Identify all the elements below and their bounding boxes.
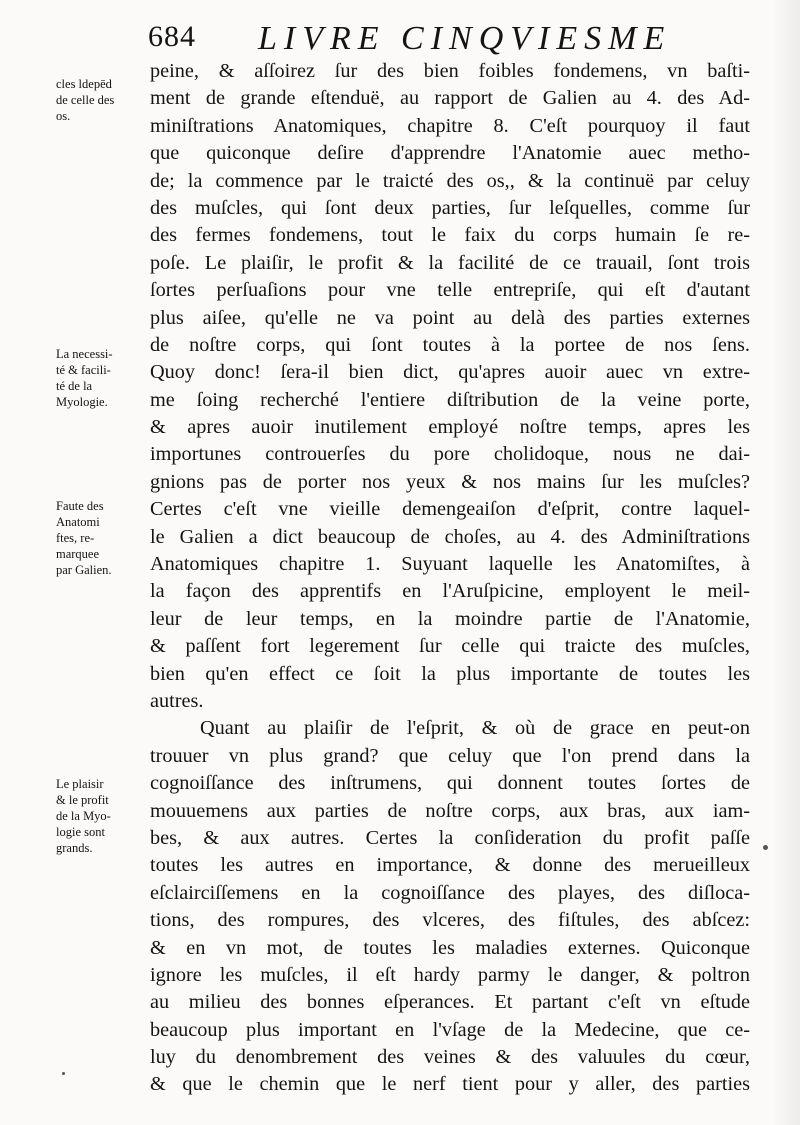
text-line: le Galien a dict beaucoup de choſes, au 4. des Adminiſtrations (150, 525, 750, 548)
text-line: cognoiſſance des inſtrumens, qui donnent toutes ſortes de (150, 772, 750, 795)
body-text (150, 58, 750, 1099)
ink-speck (62, 1072, 65, 1075)
text-line: Anatomiques chapitre 1. Suyuant laquelle les Anatomiſtes, à (150, 553, 750, 576)
margin-note-line: Faute des (56, 499, 104, 513)
margin-note-line: par Galien. (56, 563, 112, 577)
text-line: que quiconque deſire d'apprendre l'Anatomie auec metho- (150, 142, 750, 165)
margin-note-line: té & facili- (56, 363, 111, 377)
margin-note-anatomists-fault (56, 498, 154, 578)
page-number: 684 (148, 20, 196, 53)
text-line: miniſtrations Anatomiques, chapitre 8. C'eſt pourquoy il faut (150, 114, 750, 137)
margin-note-line: Le plaisir (56, 777, 104, 791)
margin-note-line: ftes, re- (56, 531, 95, 545)
text-line: beaucoup plus important en l'vſage de la Medecine, que ce- (150, 1018, 750, 1041)
margin-note-myology-necessity (56, 346, 154, 410)
margin-note-line: Myologie. (56, 395, 108, 409)
text-line: gnions pas de porter nos yeux & nos mains ſur les muſcles? (150, 470, 750, 493)
text-line: mouuemens aux parties de noſtre corps, aux bras, aux iam- (150, 799, 750, 822)
text-line: des muſcles, qui ſont deux parties, ſur leſquelles, comme ſur (150, 196, 750, 219)
margin-note-line: té de la (56, 379, 93, 393)
margin-note-line: os. (56, 109, 71, 123)
margin-note-line: grands. (56, 841, 93, 855)
text-line: & paſſent fort legerement ſur celle qui traicte des muſcles, (150, 635, 750, 658)
text-line: me ſoing recherché l'entiere diſtribution de la veine porte, (150, 388, 750, 411)
ink-speck (763, 845, 768, 850)
text-line: Quant au plaiſir de l'eſprit, & où de grace en peut-on (200, 717, 750, 740)
text-line: de; la commence par le traicté des os,, & la continuë par celuy (150, 169, 750, 192)
margin-note-line: de la Myo- (56, 809, 111, 823)
text-line: poſe. Le plaiſir, le profit & la facilité de ce trauail, ſont trois (150, 251, 750, 274)
text-line: importunes controuerſes du pore cholidoque, nous ne dai- (150, 443, 750, 466)
text-line: trouuer vn plus grand? que celuy que l'on prend dans la (150, 744, 750, 767)
text-line: peine, & aſſoirez ſur des bien foibles fondemens, vn baſti- (150, 60, 750, 82)
text-line: la façon des apprentifs en l'Aruſpicine, employent le meil- (150, 580, 750, 603)
margin-note-line: Anatomi (56, 515, 100, 529)
text-line: tions, des rompures, des vlceres, des fiſtules, des abſcez: (150, 909, 750, 932)
text-line: au milieu des bonnes eſperances. Et partant c'eſt vn eſtude (150, 991, 750, 1014)
text-line: Certes c'eſt vne vieille demengeaiſon d'eſprit, contre laquel- (150, 498, 750, 521)
margin-note-line: marquee (56, 547, 100, 561)
page-header (148, 14, 708, 64)
text-line: de noſtre corps, qui ſont toutes à la portee de nos ſens. (150, 333, 750, 356)
text-line: leur de leur temps, en la moindre partie de l'Anatomie, (150, 607, 750, 630)
running-title: LIVRE CINQVIESME (258, 20, 672, 57)
margin-note-bones (56, 76, 154, 124)
text-line: autres. (150, 689, 204, 712)
text-line: & en vn mot, de toutes les maladies externes. Quiconque (150, 936, 750, 959)
page-edge-shadow (772, 0, 800, 1125)
text-line: bes, & aux autres. Certes la conſideration du profit paſſe (150, 826, 750, 849)
text-line: toutes les autres en importance, & donne des merueilleux (150, 854, 750, 877)
text-line: ignore les muſcles, il eſt hardy parmy le danger, & poltron (150, 963, 750, 986)
text-line: ment de grande eſtenduë, au rapport de Galien au 4. des Ad- (150, 87, 750, 110)
text-line: luy du denombrement des veines & des valuules du cœur, (150, 1046, 750, 1069)
text-line: eſclairciſſemens en la cognoiſſance des playes, des diſloca- (150, 881, 750, 904)
margin-note-line: cles ldepēd (56, 77, 112, 91)
text-line: bien qu'en effect ce ſoit la plus importante de toutes les (150, 662, 750, 685)
margin-note-line: de celle des (56, 93, 115, 107)
margin-note-line: logie sont (56, 825, 105, 839)
text-line: & apres auoir inutilement employé noſtre temps, apres les (150, 416, 750, 439)
margin-note-line: & le profit (56, 793, 109, 807)
text-line: plus aiſee, qu'elle ne va point au delà des parties externes (150, 306, 750, 329)
text-line: des fermes fondemens, tout le faix du corps humain ſe re- (150, 224, 750, 247)
text-line: Quoy donc! ſera-il bien dict, qu'apres auoir auec vn extre- (150, 361, 750, 384)
text-line: ſortes perſuaſions pour vne telle entrepriſe, qui eſt d'autant (150, 279, 750, 302)
margin-note-pleasure-profit (56, 776, 154, 856)
text-line: & que le chemin que le nerf tient pour y aller, des parties (150, 1073, 750, 1096)
margin-note-line: La necessi- (56, 347, 113, 361)
